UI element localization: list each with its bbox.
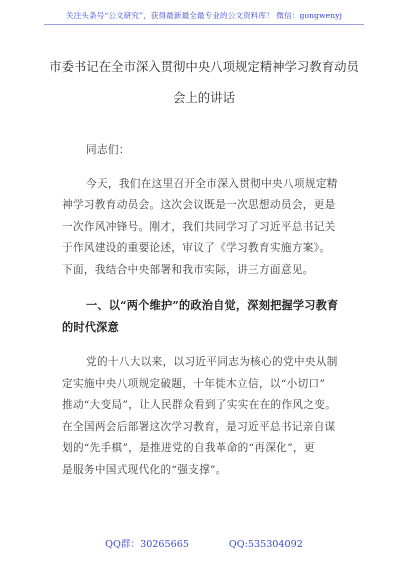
paragraph-1-line: 于作风建设的重要论述，审议了《学习教育实施方案》。 bbox=[62, 242, 331, 254]
section-heading-line: 一、以“两个维护”的政治自觉，深刻把握学习教育 bbox=[86, 298, 339, 312]
footer-contact bbox=[0, 536, 408, 550]
header-banner: 关注头条号“公文研究”，获得最新最全最专业的公文资料库！ 微信：gongwenyj bbox=[65, 11, 343, 20]
section-heading-line: 的时代深意 bbox=[62, 320, 119, 334]
paragraph-2-line: 定实施中央八项规定破题，十年徙木立信，以“小切口” bbox=[62, 378, 326, 390]
paragraph-1-line: 神学习教育动员会。这次会议既是一次思想动员会，更是 bbox=[62, 199, 336, 211]
paragraph-2-line: 推动“大变局”，让人民群众看到了实实在在的作风之变。 bbox=[62, 399, 337, 411]
document-title-line-1: 市委书记在全市深入贯彻中央八项规定精神学习教育动员 bbox=[49, 59, 359, 74]
paragraph-2-line: 划的“先手棋”，是推进党的自我革命的“再深化”，更 bbox=[62, 442, 315, 454]
paragraph-1-line: 一次作风冲锋号。刚才，我们共同学习了习近平总书记关 bbox=[62, 221, 336, 233]
salutation: 同志们： bbox=[86, 144, 130, 156]
header-divider bbox=[44, 24, 364, 25]
paragraph-2-line: 是服务中国式现代化的“强支撑”。 bbox=[62, 464, 227, 476]
paragraph-2-line: 党的十八大以来，以习近平同志为核心的党中央从制 bbox=[86, 356, 338, 368]
paragraph-2-line: 在全国两会后部署这次学习教育，是习近平总书记亲自谋 bbox=[62, 421, 336, 433]
footer-qq-number: QQ:535304092 bbox=[228, 539, 303, 550]
paragraph-1-line: 今天，我们在这里召开全市深入贯彻中央八项规定精 bbox=[86, 178, 338, 190]
paragraph-1-line: 下面，我结合中央部署和我市实际，讲三方面意见。 bbox=[62, 264, 314, 276]
document-title-line-2: 会上的讲话 bbox=[173, 90, 235, 105]
footer-qq-group: QQ群：30265665 bbox=[105, 539, 189, 550]
